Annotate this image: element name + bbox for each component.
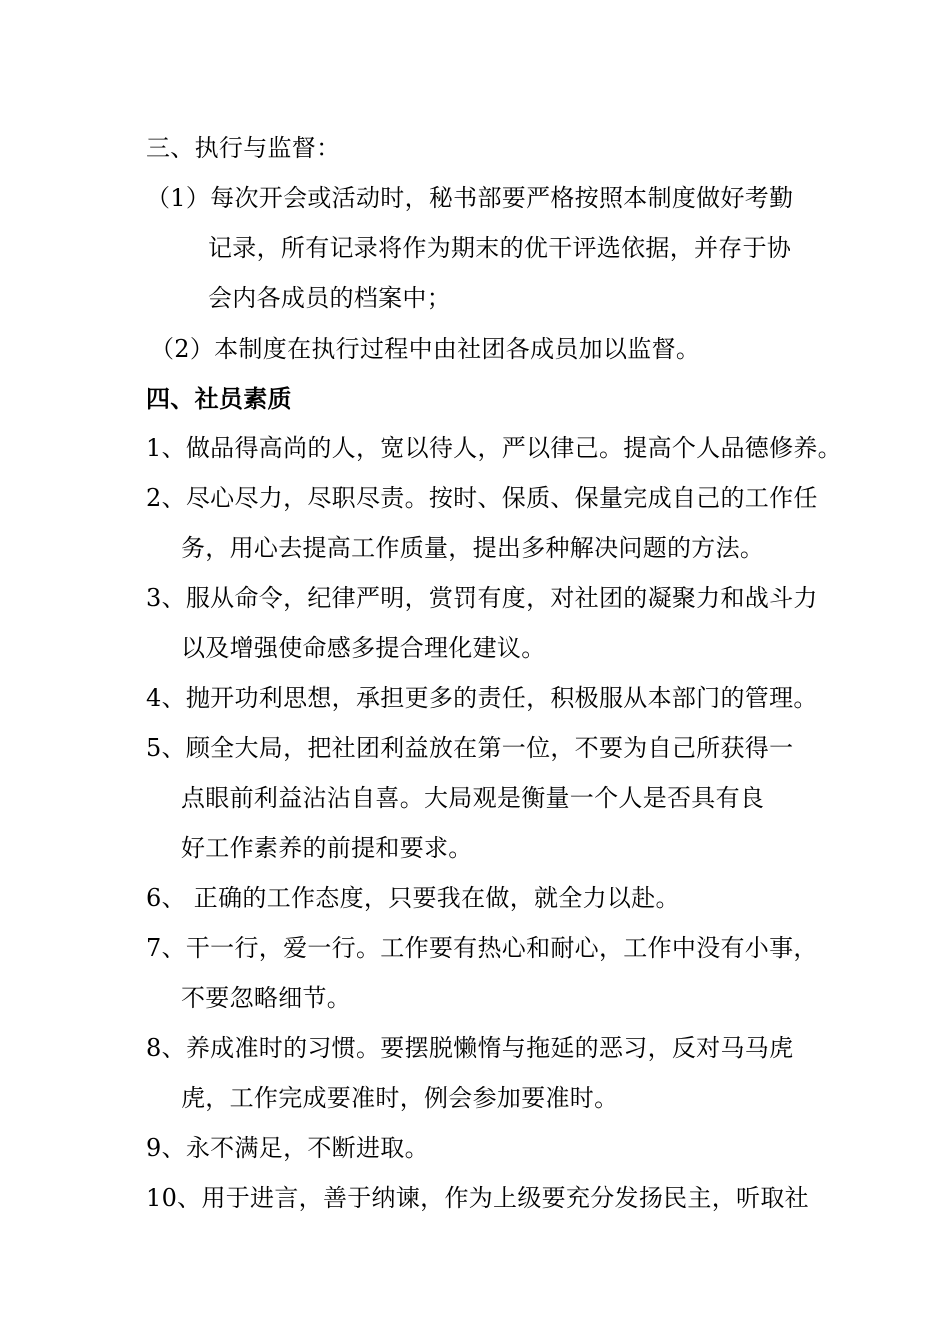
section-4-item-5-line-1: 5、顾全大局，把社团利益放在第一位，不要为自己所获得一 xyxy=(146,734,794,762)
section-4-item-7-line-2: 不要忽略细节。 xyxy=(181,984,352,1012)
section-3-item-1-line-2: 记录，所有记录将作为期末的优干评选依据，并存于协 xyxy=(208,234,792,262)
section-3-item-1-line-1: （1）每次开会或活动时，秘书部要严格按照本制度做好考勤 xyxy=(146,184,794,212)
section-4-item-9-line-1: 9、永不满足，不断进取。 xyxy=(146,1134,429,1162)
section-4-item-6-line-1: 6、 正确的工作态度，只要我在做，就全力以赴。 xyxy=(146,884,680,912)
section-4-heading: 四、社员素质 xyxy=(146,384,292,413)
section-4-item-10-line-1: 10、用于进言，善于纳谏，作为上级要充分发扬民主，听取社 xyxy=(146,1184,809,1212)
section-3-heading: 三、执行与监督： xyxy=(146,134,341,162)
section-4-item-3-line-2: 以及增强使命感多提合理化建议。 xyxy=(181,634,546,662)
section-4-item-2-line-1: 2、尽心尽力，尽职尽责。按时、保质、保量完成自己的工作任 xyxy=(146,484,818,512)
section-4-item-5-line-3: 好工作素养的前提和要求。 xyxy=(181,834,473,862)
section-4-item-7-line-1: 7、干一行，爱一行。工作要有热心和耐心，工作中没有小事， xyxy=(146,934,818,962)
section-4-item-5-line-2: 点眼前利益沾沾自喜。大局观是衡量一个人是否具有良 xyxy=(181,784,765,812)
section-3-item-1-line-3: 会内各成员的档案中； xyxy=(208,284,451,312)
section-4-item-2-line-2: 务，用心去提高工作质量，提出多种解决问题的方法。 xyxy=(181,534,765,562)
section-4-item-4-line-1: 4、抛开功利思想，承担更多的责任，积极服从本部门的管理。 xyxy=(146,684,818,712)
section-4-item-8-line-2: 虎，工作完成要准时，例会参加要准时。 xyxy=(181,1084,619,1112)
section-4-item-1-line-1: 1、做品得高尚的人，宽以待人，严以律己。提高个人品德修养。 xyxy=(146,434,842,462)
section-4-item-8-line-1: 8、养成准时的习惯。要摆脱懒惰与拖延的恶习，反对马马虎 xyxy=(146,1034,794,1062)
section-4-item-3-line-1: 3、服从命令，纪律严明，赏罚有度，对社团的凝聚力和战斗力 xyxy=(146,584,818,612)
section-3-item-2: （2）本制度在执行过程中由社团各成员加以监督。 xyxy=(150,335,701,363)
